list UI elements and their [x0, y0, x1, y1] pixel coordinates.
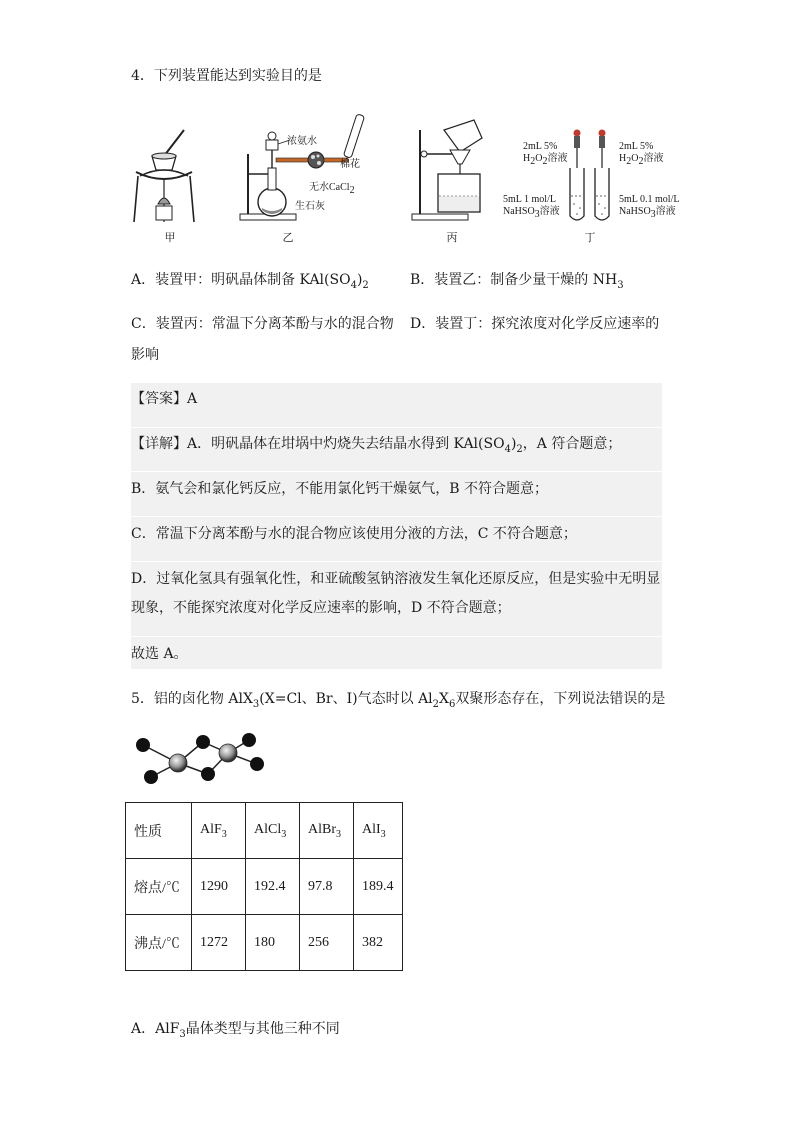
table-cell: 382: [354, 915, 403, 971]
figure-label-yi: 乙: [282, 231, 294, 244]
answer-detail-a: 【详解】A．明矾晶体在坩埚中灼烧失去结晶水得到 $KAl(SO_4)_2$，A 符合题意；: [131, 436, 622, 455]
table-cell: 256: [300, 915, 354, 971]
apparatus-ding-figure: [566, 128, 616, 224]
annotation-left-nahso3: 5mL 1 mol/L NaHSO$_3$溶液: [503, 194, 560, 220]
annotation-left-h2o2: 2mL 5% $H_2O_2$溶液: [523, 141, 568, 167]
annotation-right-nahso3: 5mL 0.1 mol/L NaHSO$_3$溶液: [619, 194, 680, 220]
table-header-row: [126, 803, 403, 859]
table-row: [126, 859, 403, 915]
table-cell: 97.8: [300, 859, 354, 915]
table-cell: 192.4: [246, 859, 300, 915]
header-cell-alf3: AlF$_3$: [192, 803, 246, 859]
q5-option-a: A．AlF$_3$晶体类型与其他三种不同: [131, 1021, 340, 1040]
row-label-melting-point: 熔点/℃: [126, 859, 192, 915]
answer-key: 【答案】A: [131, 391, 198, 407]
header-cell-alcl3: AlCl$_3$: [246, 803, 300, 859]
annotation-cacl2: 无水CaCl$_2$: [309, 182, 355, 196]
option-a: A．装置甲：明矾晶体制备 $KAl(SO_4)_2$: [131, 272, 369, 291]
option-d-continued: 影响: [131, 347, 159, 363]
answer-separator: [131, 427, 662, 428]
answer-detail-b: B．氨气会和氯化钙反应，不能用氯化钙干燥氨气，B 不符合题意；: [131, 481, 549, 497]
answer-separator: [131, 471, 662, 472]
apparatus-jia-figure: [128, 126, 200, 224]
annotation-cotton: 棉花: [340, 159, 360, 170]
table-row: [126, 915, 403, 971]
figure-label-ding: 丁: [584, 231, 596, 244]
option-d: D．装置丁：探究浓度对化学反应速率的: [410, 316, 660, 332]
row-label-boiling-point: 沸点/℃: [126, 915, 192, 971]
q5-stem: 5．铝的卤化物 AlX$_3$(X=Cl、Br、I)气态时以 $Al_2X_6$双聚形态存在，下列说法错误的是: [131, 691, 666, 710]
option-b: B．装置乙：制备少量干燥的 $NH_3$: [410, 272, 624, 291]
header-cell-ali3: AlI$_3$: [354, 803, 403, 859]
header-cell-albr3: AlBr$_3$: [300, 803, 354, 859]
figure-label-bing: 丙: [446, 231, 458, 244]
option-c: C．装置丙：常温下分离苯酚与水的混合物: [131, 316, 394, 332]
aluminum-halide-properties-table: [125, 802, 403, 971]
annotation-ammonia: 浓氨水: [287, 136, 317, 147]
table-cell: 1290: [192, 859, 246, 915]
table-cell: 180: [246, 915, 300, 971]
answer-separator: [131, 516, 662, 517]
answer-separator: [131, 561, 662, 562]
q4-stem: 4．下列装置能达到实验目的是: [131, 68, 322, 84]
answer-detail-c: C．常温下分离苯酚与水的混合物应该使用分液的方法，C 不符合题意；: [131, 526, 577, 542]
annotation-right-h2o2: 2mL 5% $H_2O_2$溶液: [619, 141, 664, 167]
figure-label-jia: 甲: [164, 231, 176, 244]
answer-conclusion: 故选 A。: [131, 646, 188, 662]
answer-detail-d-line2: 现象，不能探究浓度对化学反应速率的影响，D 不符合题意；: [131, 600, 511, 616]
answer-separator: [131, 636, 662, 637]
table-cell: 189.4: [354, 859, 403, 915]
header-cell-property: 性质: [126, 803, 192, 859]
answer-detail-d-line1: D．过氧化氢具有强氧化性，和亚硫酸氢钠溶液发生氧化还原反应，但是实验中无明显: [131, 571, 661, 587]
apparatus-bing-figure: [410, 110, 486, 224]
al2x6-molecule-diagram: [132, 732, 268, 786]
annotation-quicklime: 生石灰: [295, 201, 325, 212]
table-cell: 1272: [192, 915, 246, 971]
